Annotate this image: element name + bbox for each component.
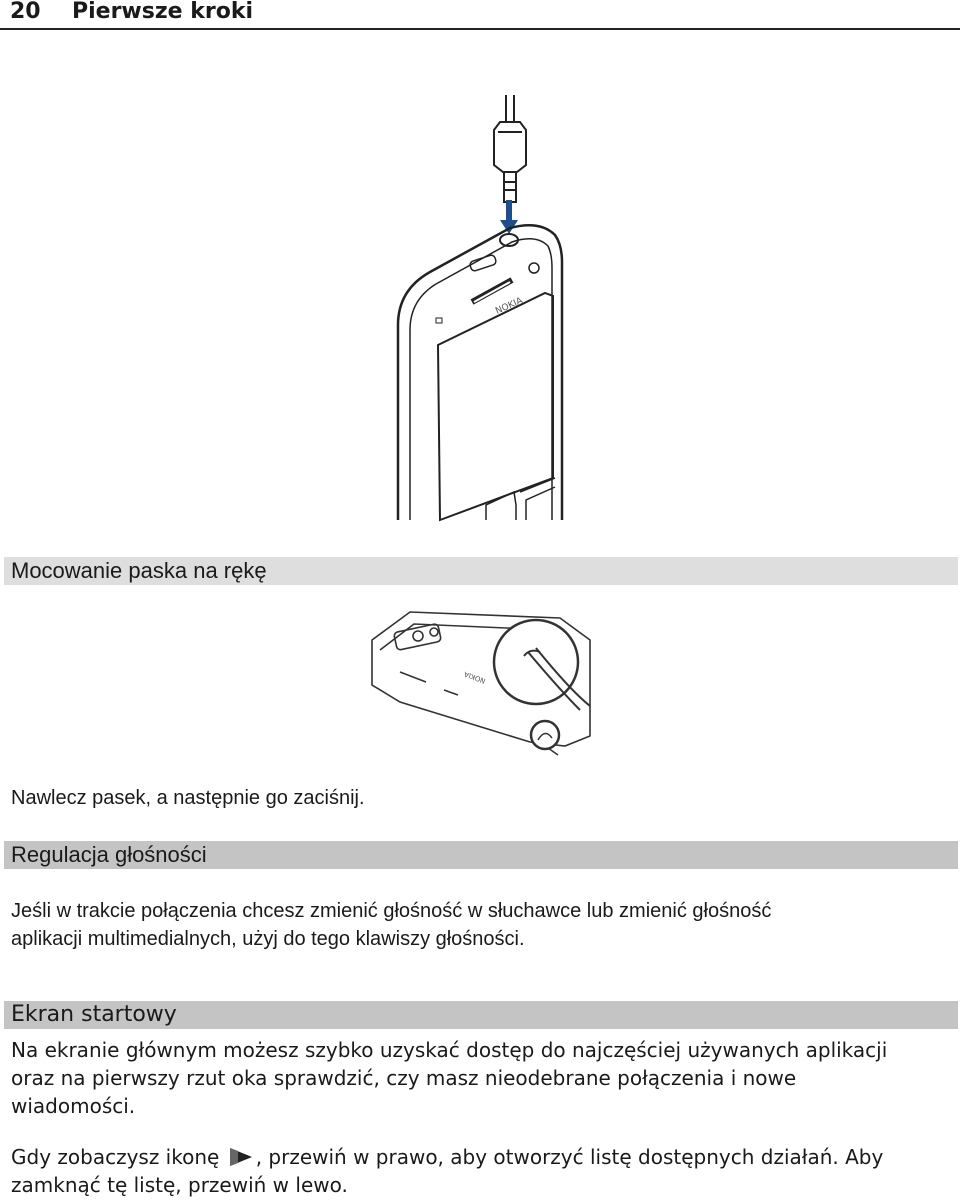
home-text-segment: , przewiń w prawo, aby otworzyć listę dostępnych działań. Aby	[255, 1145, 884, 1169]
section-heading-bar	[4, 557, 958, 585]
page-number: 20	[10, 0, 41, 24]
home-text-line	[11, 1143, 883, 1171]
phone-brand-text: NOKIA	[463, 669, 487, 685]
home-text-line: Na ekranie głównym możesz szybko uzyskać dostęp do najczęściej używanych aplikacji	[11, 1038, 888, 1062]
page-title: Pierwsze kroki	[72, 0, 254, 24]
section-heading: Mocowanie paska na rękę	[11, 558, 267, 583]
page-header	[0, 0, 960, 30]
right-arrow-icon	[228, 1146, 254, 1168]
volume-text-line: aplikacji multimedialnych, użyj do tego klawiszy głośności.	[11, 928, 525, 950]
section-heading-bar	[4, 1001, 958, 1029]
wrist-strap-illustration	[0, 595, 960, 785]
section-heading-bar	[4, 841, 958, 869]
home-text-line: oraz na pierwszy rzut oka sprawdzić, czy masz nieodebrane połączenia i nowe	[11, 1066, 797, 1090]
volume-text-line: Jeśli w trakcie połączenia chcesz zmienić głośność w słuchawce lub zmienić głośność	[11, 900, 772, 922]
home-text-line: wiadomości.	[11, 1094, 136, 1118]
section-heading: Regulacja głośności	[11, 842, 207, 867]
strap-instruction: Nawlecz pasek, a następnie go zaciśnij.	[11, 787, 365, 809]
phone-brand-text: NOKIA	[494, 296, 525, 317]
headset-connection-illustration	[0, 30, 960, 560]
home-text-line: zamknąć tę listę, przewiń w lewo.	[11, 1173, 348, 1197]
home-text-segment: Gdy zobaczysz ikonę	[11, 1145, 226, 1169]
section-heading: Ekran startowy	[11, 1002, 177, 1027]
